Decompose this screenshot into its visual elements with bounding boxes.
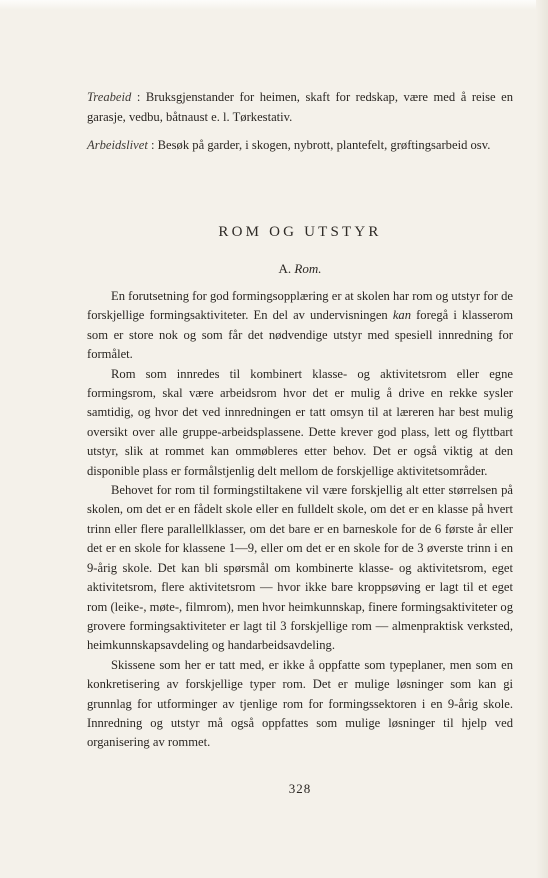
paragraph-emphasis: kan xyxy=(392,308,411,323)
paragraph xyxy=(87,287,513,365)
definition-text: Bruksgjenstander for heimen, skaft for redskap, være med å reise en garasje, vedbu, båtnaust e. l. Tørkestativ. xyxy=(87,90,513,124)
paragraph-text: Behovet for rom til formingstiltakene vil være forskjellig alt etter størrelsen på skolen, om det er en fådelt skole eller en fulldelt skole, om det er en klasse på hvert trinn eller flere parallellklasser, om det bare er en barneskole for de 6 første år eller det er en skole for klassene 1—9, eller om det er en skole for de 3 øverste trinn i en 9-årig skole. Det kan bli spørsmål om kombinerte klasse- og aktivitetsrom, eget aktivitetsrom, flere aktivitetsrom — hvor ikke bare kroppsøving er lagt til et eget rom (leike-, møte-, filmrom), men hvor heimkunnskap, finere formingsaktiviteter og grovere formingsaktiviteter er lagt til 3 forskjellige rom — almenpraktisk verksted, heimkunnskapsavdeling og handarbeidsavdeling. xyxy=(87,483,513,653)
paragraph-text-cont: foregå i klasserom som er store nok og som får det nødvendige utstyr med spesiell innredning for formålet. xyxy=(87,308,514,362)
subsection-title: Rom. xyxy=(294,261,322,276)
definition-term: Arbeidslivet xyxy=(87,138,148,152)
paragraph-text: Skissene som her er tatt med, er ikke å oppfatte som typeplaner, men som en konkretisering av forskjellige typer rom. Det er mulige løsninger som kan gi grunnlag for utforminger av tjenlige rom for formingssektoren i en 9-årig skole. Innredning og utstyr må også oppfattes som mulige løsninger til hjelp ved organisering av rommet. xyxy=(87,657,513,750)
paragraph xyxy=(87,481,513,656)
definition-separator: : xyxy=(147,138,158,152)
subsection-heading xyxy=(87,261,513,277)
definition-separator: : xyxy=(131,90,146,104)
section-heading: ROM OG UTSTYR xyxy=(218,224,382,240)
body-text xyxy=(87,287,513,753)
paragraph xyxy=(87,656,513,753)
page-number: 328 xyxy=(288,781,312,796)
definition-text: Besøk på garder, i skogen, nybrott, plantefelt, grøftingsarbeid osv. xyxy=(157,138,491,152)
paragraph xyxy=(87,365,513,481)
definition-term: Treabeid xyxy=(87,90,132,104)
paragraph-text: En forutsetning for god formingsopplæring er at skolen har rom og utstyr for de forskjellige formingsaktiviteter. En del av undervisningen xyxy=(87,289,513,323)
subsection-letter: A. xyxy=(278,261,292,276)
definition-arbeidslivet xyxy=(87,136,513,156)
page-top-edge xyxy=(0,0,548,10)
definition-treabeid xyxy=(87,88,513,127)
paragraph-text: Rom som innredes til kombinert klasse- og aktivitetsrom eller egne formingsrom, skal være arbeidsrom hvor det er mulig å drive en rekke sysler samtidig, og hvor det ved innredningen er tatt omsyn til at læreren har best mulig oversikt over alle gruppe-arbeidsplassene. Dette krever god plass, lett og flyttbart utstyr, slik at rommet kan ommøbleres etter behov. Det er også viktig at den disponible plass er formålstjenlig delt mellom de forskjellige aktivitetsområder. xyxy=(87,366,513,478)
page-right-edge xyxy=(536,0,548,878)
